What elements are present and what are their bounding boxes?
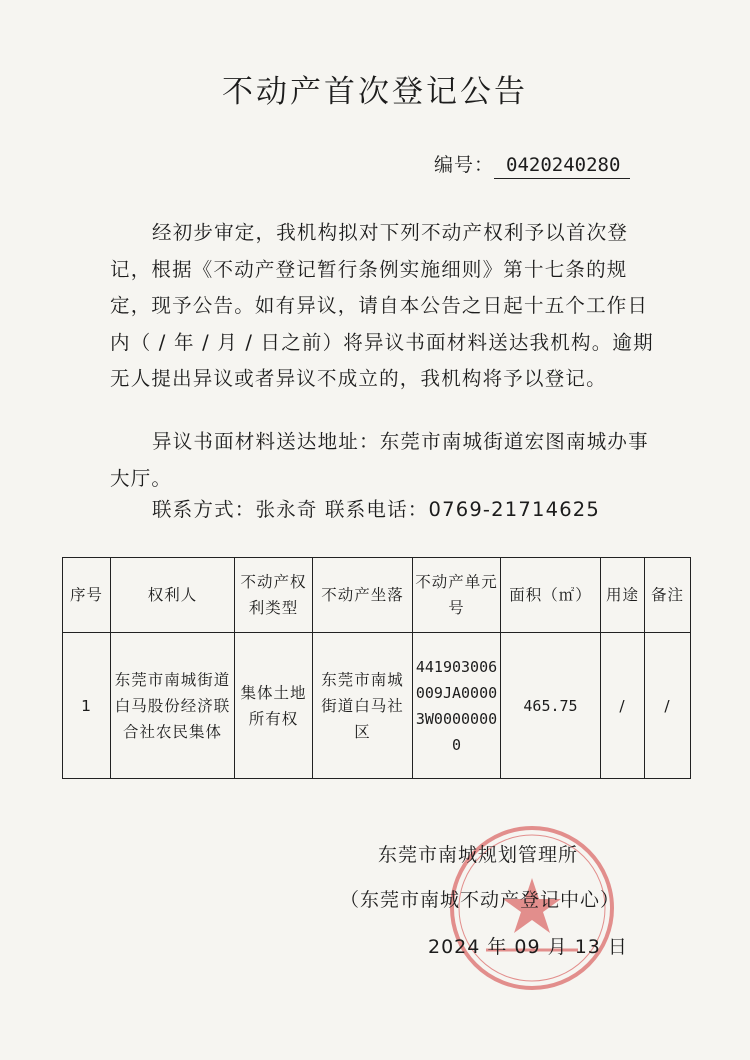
table-header-row	[63, 558, 691, 633]
cell-right-holder: 东莞市南城街道白马股份经济联合社农民集体	[111, 633, 235, 779]
contact-info: 联系方式：张永奇 联系电话：0769-21714625	[152, 498, 601, 521]
header-index: 序号	[63, 558, 111, 633]
signature-center: （东莞市南城不动产登记中心）	[340, 889, 621, 911]
header-usage: 用途	[601, 558, 645, 633]
number-label: 编号：	[434, 154, 495, 176]
signature-date: 2024 年 09 月 13 日	[428, 936, 628, 958]
announcement-body: 经初步审定，我机构拟对下列不动产权利予以首次登记，根据《不动产登记暂行条例实施细则》第十七条的规定，现予公告。如有异议，请自本公告之日起十五个工作日内（ / 年 / 月 / 日之前）将异议书面材料送达我机构。逾期无人提出异议或者异议不成立的，我机构将予以登记。	[110, 221, 654, 390]
header-location: 不动产坐落	[313, 558, 413, 633]
header-remarks: 备注	[645, 558, 691, 633]
signature-organization: 东莞市南城规划管理所	[378, 844, 579, 866]
header-area: 面积（㎡）	[501, 558, 601, 633]
table-row	[63, 633, 691, 779]
number-value: 0420240280	[494, 154, 630, 179]
registration-table	[62, 557, 691, 779]
cell-right-type: 集体土地所有权	[235, 633, 313, 779]
cell-unit-number: 441903006009JA00003W00000000	[413, 633, 501, 779]
cell-remarks: /	[645, 633, 691, 779]
cell-location: 东莞市南城街道白马社区	[313, 633, 413, 779]
cell-area: 465.75	[501, 633, 601, 779]
header-right-type: 不动产权利类型	[235, 558, 313, 633]
objection-address: 异议书面材料送达地址：东莞市南城街道宏图南城办事大厅。	[110, 430, 649, 490]
cell-usage: /	[601, 633, 645, 779]
cell-index: 1	[63, 633, 111, 779]
header-right-holder: 权利人	[111, 558, 235, 633]
document-title: 不动产首次登记公告	[222, 74, 528, 110]
document-number	[434, 150, 630, 179]
header-unit-number: 不动产单元号	[413, 558, 501, 633]
